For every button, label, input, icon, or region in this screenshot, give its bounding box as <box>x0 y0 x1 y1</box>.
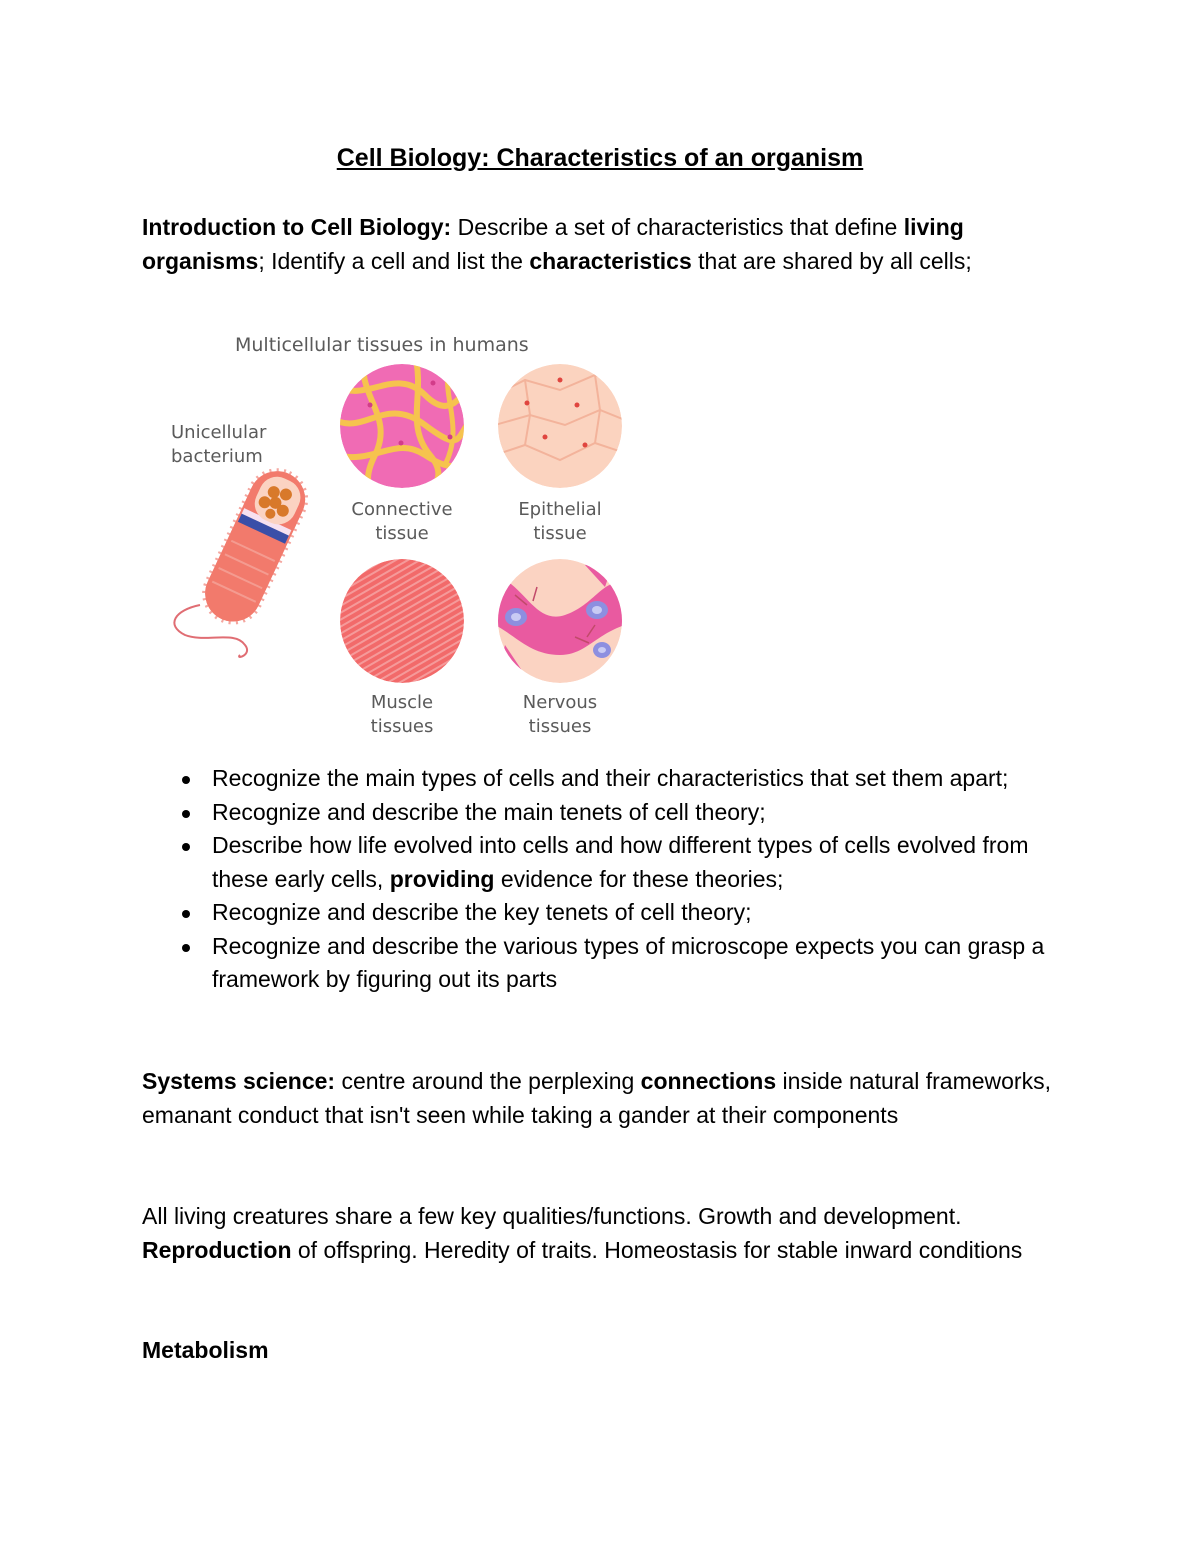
metabolism-heading <box>142 1334 1067 1368</box>
intro-text-2: ; Identify a cell and list the <box>258 247 530 274</box>
tissues-illustration <box>165 325 635 745</box>
systems-paragraph <box>142 1065 1067 1132</box>
list-item <box>142 796 1067 830</box>
nervous-label-line2: tissues <box>528 716 592 737</box>
nervous-label-line1: Nervous <box>522 692 598 713</box>
list-item <box>142 762 1067 796</box>
systems-bold-1: connections <box>640 1068 777 1094</box>
nervous-tissue-circle <box>495 557 625 683</box>
list-item <box>142 896 1067 930</box>
epithelial-label-line2: tissue <box>533 523 587 544</box>
list-item <box>142 930 1067 997</box>
list-item-bold: providing <box>389 865 495 892</box>
list-item <box>142 829 1067 896</box>
bacterium-label-line1: Unicellular <box>171 422 267 443</box>
intro-bold-2: characteristics <box>529 247 692 274</box>
list-item-text: Recognize and describe the main tenets of cell theory; <box>212 798 766 825</box>
metabolism-label: Metabolism <box>142 1337 269 1363</box>
intro-paragraph <box>142 211 1067 278</box>
connective-label-line2: tissue <box>375 523 429 544</box>
list-item-text: Recognize and describe the various types of microscope expects you can grasp a framework by figuring out its parts <box>212 932 1045 992</box>
epithelial-tissue-circle <box>495 364 625 488</box>
connective-label-line1: Connective <box>351 499 453 520</box>
systems-text-2: inside natural frameworks, emanant conduct that isn't seen while taking a gander at their components <box>142 1068 1051 1128</box>
intro-label: Introduction to Cell Biology: <box>142 214 452 240</box>
bullet-icon <box>182 810 190 818</box>
bacterium-label-line2: bacterium <box>171 446 263 467</box>
figure-heading: Multicellular tissues in humans <box>235 334 529 356</box>
living-bold-1: Reproduction <box>142 1236 292 1263</box>
list-item-text: Describe how life evolved into cells and how different types of cells evolved from these early cells, <box>212 832 1029 892</box>
living-text-1: All living creatures share a few key qualities/functions. Growth and development. <box>142 1203 962 1229</box>
list-item-text: evidence for these theories; <box>494 865 784 892</box>
epithelial-label-line1: Epithelial <box>518 499 602 520</box>
list-item-text: Recognize the main types of cells and their characteristics that set them apart; <box>212 765 1009 791</box>
systems-label: Systems science: <box>142 1068 336 1094</box>
muscle-label-line2: tissues <box>370 716 434 737</box>
living-paragraph <box>142 1200 1067 1267</box>
connective-tissue-circle <box>335 355 475 505</box>
bullet-icon <box>182 843 190 851</box>
muscle-tissue-circle <box>340 559 464 683</box>
tissues-figure <box>165 325 635 745</box>
bullet-icon <box>182 910 190 918</box>
page-title: Cell Biology: Characteristics of an organism <box>336 144 864 172</box>
intro-text-3: that are shared by all cells; <box>691 247 972 274</box>
intro-bold-1: living organisms <box>142 214 964 274</box>
list-item-text: Recognize and describe the key tenets of cell theory; <box>212 899 752 925</box>
bullet-icon <box>182 776 190 784</box>
bacterium-illustration <box>174 462 314 657</box>
bullet-icon <box>182 944 190 952</box>
living-text-2: of offspring. Heredity of traits. Homeostasis for stable inward conditions <box>291 1236 1023 1263</box>
systems-text-1: centre around the perplexing <box>335 1068 641 1094</box>
objectives-list <box>142 762 1067 997</box>
muscle-label-line1: Muscle <box>370 692 434 713</box>
intro-text-1: Describe a set of characteristics that define <box>451 214 904 240</box>
